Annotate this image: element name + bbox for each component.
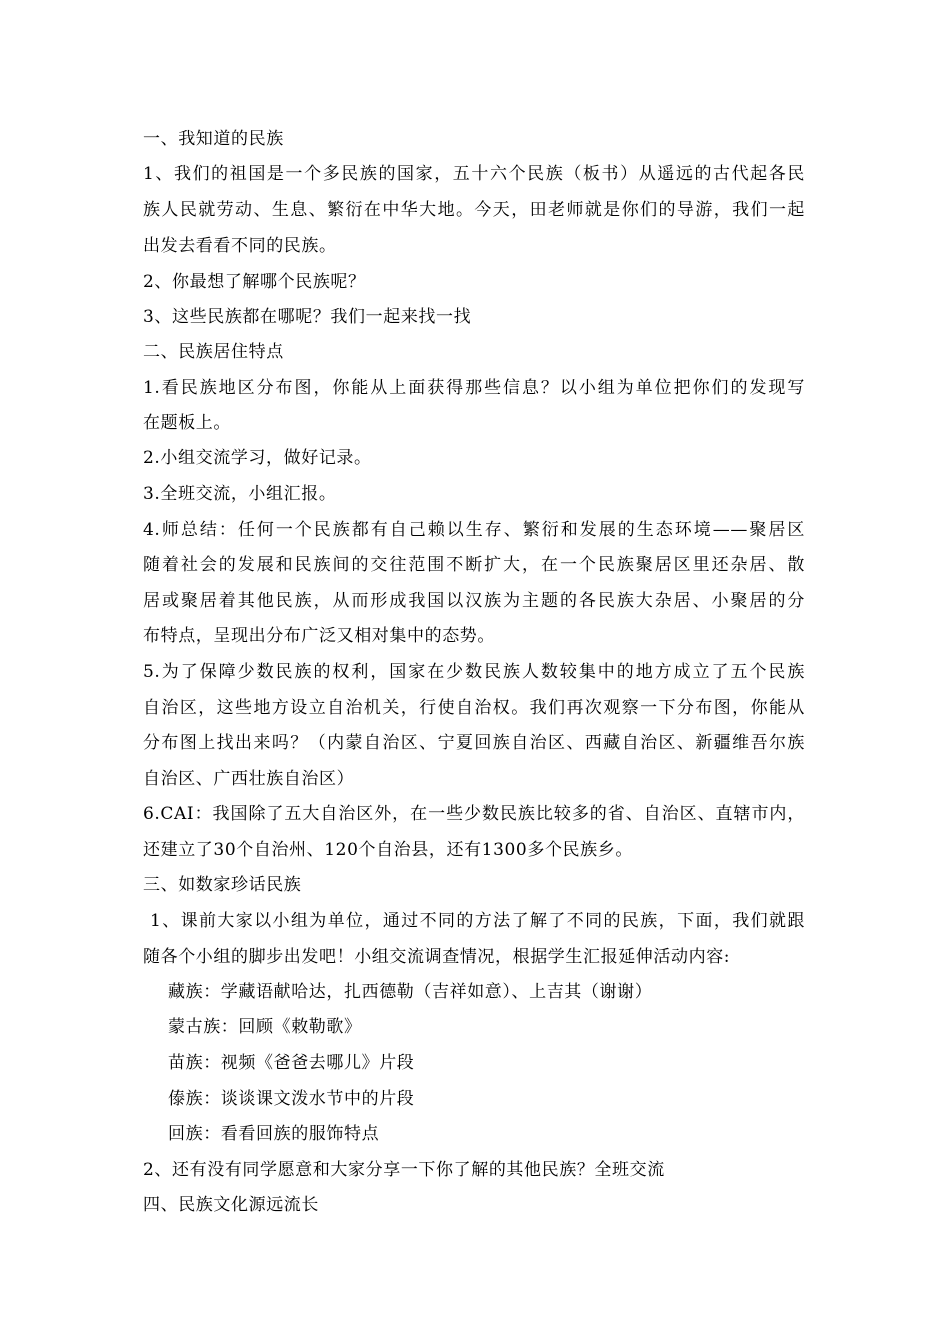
list-item-hui: 回族：看看回族的服饰特点 [168, 1124, 380, 1144]
s1-paragraph-1-line-1: 1、我们的祖国是一个多民族的国家，五十六个民族（板书）从遥远的古代起各民 [143, 164, 805, 184]
s1-paragraph-1-line-3: 出发去看看不同的民族。 [143, 236, 337, 256]
s2-paragraph-4-line-1: 4.师总结：任何一个民族都有自己赖以生存、繁衍和发展的生态环境——聚居区 [143, 520, 805, 540]
section-heading-2: 二、民族居住特点 [143, 342, 284, 362]
s2-paragraph-1-line-1: 1.看民族地区分布图，你能从上面获得那些信息？以小组为单位把你们的发现写 [143, 378, 805, 398]
s1-paragraph-2: 2、你最想了解哪个民族呢？ [143, 272, 366, 292]
s2-paragraph-5-line-2: 自治区，这些地方设立自治机关，行使自治权。我们再次观察一下分布图，你能从 [143, 698, 805, 718]
s2-paragraph-1-line-2: 在题板上。 [143, 413, 231, 433]
s3-paragraph-1-line-1: 1、课前大家以小组为单位，通过不同的方法了解了不同的民族，下面，我们就跟 [150, 911, 805, 931]
section-heading-4: 四、民族文化源远流长 [143, 1195, 319, 1215]
s2-paragraph-4-line-3: 居或聚居着其他民族，从而形成我国以汉族为主题的各民族大杂居、小聚居的分 [143, 591, 805, 611]
s2-paragraph-2: 2.小组交流学习，做好记录。 [143, 448, 372, 468]
list-item-mongolian: 蒙古族：回顾《敕勒歌》 [168, 1017, 362, 1037]
s2-paragraph-4-line-4: 布特点，呈现出分布广泛又相对集中的态势。 [143, 626, 495, 646]
s1-paragraph-3: 3、这些民族都在哪呢？我们一起来找一找 [143, 307, 472, 327]
list-item-tibetan: 藏族：学藏语献哈达，扎西德勒（吉祥如意）、上吉其（谢谢） [168, 982, 653, 1002]
s3-paragraph-1-line-2: 随各个小组的脚步出发吧！小组交流调查情况，根据学生汇报延伸活动内容: [143, 947, 731, 967]
list-item-dai: 傣族：谈谈课文泼水节中的片段 [168, 1089, 415, 1109]
s3-paragraph-2: 2、还有没有同学愿意和大家分享一下你了解的其他民族？全班交流 [143, 1160, 665, 1180]
s1-paragraph-1-line-2: 族人民就劳动、生息、繁衍在中华大地。今天，田老师就是你们的导游，我们一起 [143, 200, 805, 220]
s2-paragraph-6-line-1: 6.CAI：我国除了五大自治区外，在一些少数民族比较多的省、自治区、直辖市内， [143, 804, 805, 824]
section-heading-1: 一、我知道的民族 [143, 129, 284, 149]
s2-paragraph-5-line-3: 分布图上找出来吗？（内蒙自治区、宁夏回族自治区、西藏自治区、新疆维吾尔族 [143, 733, 805, 753]
s2-paragraph-3: 3.全班交流，小组汇报。 [143, 484, 337, 504]
s2-paragraph-6-line-2: 还建立了30个自治州、120个自治县，还有1300多个民族乡。 [143, 840, 633, 860]
s2-paragraph-5-line-4: 自治区、广西壮族自治区） [143, 769, 355, 789]
s2-paragraph-5-line-1: 5.为了保障少数民族的权利，国家在少数民族人数较集中的地方成立了五个民族 [143, 662, 805, 682]
list-item-miao: 苗族：视频《爸爸去哪儿》片段 [168, 1053, 415, 1073]
section-heading-3: 三、如数家珍话民族 [143, 875, 302, 895]
s2-paragraph-4-line-2: 随着社会的发展和民族间的交往范围不断扩大，在一个民族聚居区里还杂居、散 [143, 555, 805, 575]
